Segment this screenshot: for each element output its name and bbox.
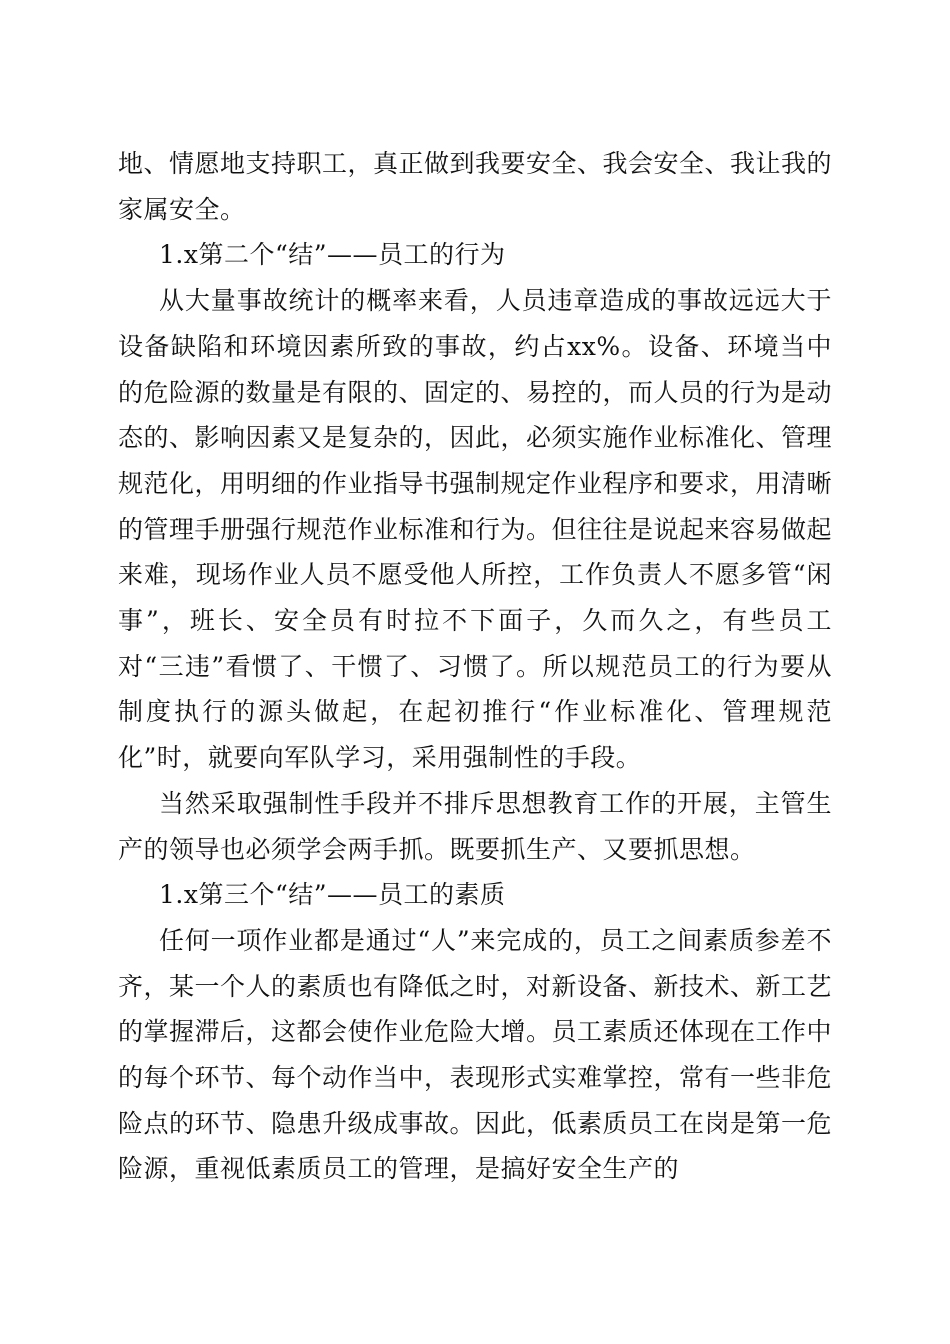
paragraph-continuation: 地、情愿地支持职工，真正做到我要安全、我会安全、我让我的家属安全。 — [118, 149, 833, 224]
document-body — [118, 141, 832, 1192]
paragraph-education: 当然采取强制性手段并不排斥思想教育工作的开展，主管生产的领导也必须学会两手抓。既要抓生产、又要抓思想。 — [118, 788, 832, 864]
paragraph-quality: 任何一项作业都是通过“人”来完成的，员工之间素质参差不齐，某一个人的素质也有降低之时，对新设备、新技术、新工艺的掌握滞后，这都会使作业危险大增。员工素质还体现在工作中的每个环节、每个动作当中，表现形式实难掌控，常有一些非危险点的环节、隐患升级成事故。因此，低素质员工在岗是第一危险源，重视低素质员工的管理，是搞好安全生产的 — [118, 925, 833, 1184]
section-heading-quality: 1.x第三个“结”——员工的素质 — [159, 880, 506, 910]
paragraph-behavior: 从大量事故统计的概率来看，人员违章造成的事故远远大于设备缺陷和环境因素所致的事故，约占xx%。设备、环境当中的危险源的数量是有限的、固定的、易控的，而人员的行为是动态的、影响因素又是复杂的，因此，必须实施作业标准化、管理规范化，用明细的作业指导书强制规定作业程序和要求，用清晰的管理手册强行规范作业标准和行为。但往往是说起来容易做起来难，现场作业人员不愿受他人所控，工作负责人不愿多管“闲事”，班长、安全员有时拉不下面子，久而久之，有些员工对“三违”看惯了、干惯了、习惯了。所以规范员工的行为要从制度执行的源头做起，在起初推行“作业标准化、管理规范化”时，就要向军队学习，采用强制性的手段。 — [118, 286, 833, 773]
section-heading-behavior: 1.x第二个“结”——员工的行为 — [159, 240, 506, 270]
